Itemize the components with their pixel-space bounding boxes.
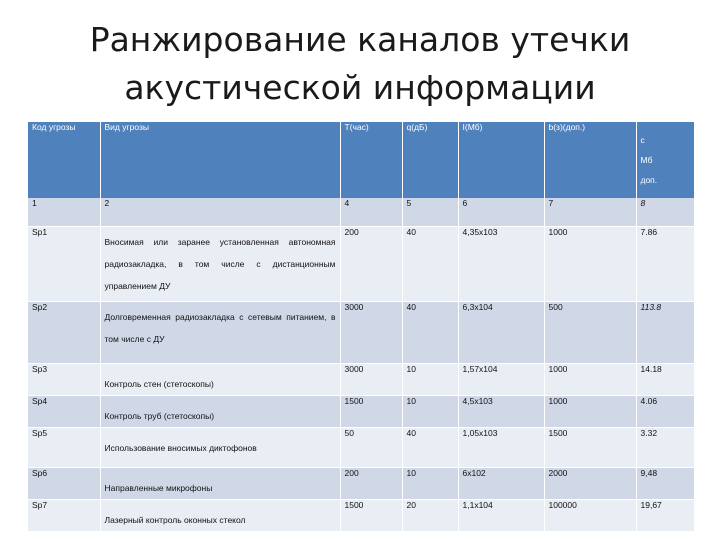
cell-i: 1,57х104 [458, 363, 544, 395]
slide-title [0, 16, 720, 112]
cell-t: 50 [340, 427, 402, 467]
cell-t: 200 [340, 226, 402, 301]
slide-title-line-1: Ранжирование каналов утечки [89, 20, 631, 59]
cell-type: Контроль труб (стетоскопы) [100, 395, 340, 427]
cell-code: Sр3 [28, 363, 100, 395]
cell-c: 19,67 [636, 499, 694, 531]
cell-b: 2000 [544, 467, 636, 499]
cell-c: 113.8 [636, 301, 694, 363]
cell-type: 2 [100, 198, 340, 226]
header-b: b(з)(доп.) [544, 122, 636, 198]
cell-code: Sр2 [28, 301, 100, 363]
cell-type: Долговременная радиозакладка с сетевым питанием, в том числе с ДУ [100, 301, 340, 363]
header-c-note: доп. [640, 175, 658, 185]
cell-t: 200 [340, 467, 402, 499]
cell-t: 3000 [340, 301, 402, 363]
table-row [28, 226, 694, 301]
cell-c: 14.18 [636, 363, 694, 395]
cell-b: 1000 [544, 395, 636, 427]
header-c-symbol: c [640, 135, 645, 145]
cell-c: 9,48 [636, 467, 694, 499]
cell-b: 1000 [544, 363, 636, 395]
cell-code: Sр7 [28, 499, 100, 531]
cell-type: Направленные микрофоны [100, 467, 340, 499]
table-row [28, 198, 694, 226]
table-row [28, 395, 694, 427]
table-row [28, 427, 694, 467]
cell-c: 8 [636, 198, 694, 226]
cell-q: 20 [402, 499, 458, 531]
cell-q: 40 [402, 301, 458, 363]
header-code: Код угрозы [28, 122, 100, 198]
cell-t: 4 [340, 198, 402, 226]
cell-code: Sр5 [28, 427, 100, 467]
cell-i: 6,3х104 [458, 301, 544, 363]
threat-ranking-table [28, 122, 695, 532]
cell-b: 500 [544, 301, 636, 363]
slide-title-line-2: акустической информации [124, 68, 596, 107]
table-header-row [28, 122, 694, 198]
cell-t: 1500 [340, 395, 402, 427]
cell-b: 7 [544, 198, 636, 226]
cell-i: 4,35х103 [458, 226, 544, 301]
cell-code: Sр6 [28, 467, 100, 499]
cell-q: 40 [402, 427, 458, 467]
cell-code: 1 [28, 198, 100, 226]
cell-q: 5 [402, 198, 458, 226]
cell-code: Sр1 [28, 226, 100, 301]
cell-c: 3.32 [636, 427, 694, 467]
cell-i: 1,05х103 [458, 427, 544, 467]
cell-i: 1,1х104 [458, 499, 544, 531]
cell-b: 1000 [544, 226, 636, 301]
table-row [28, 499, 694, 531]
table-row [28, 363, 694, 395]
table-row [28, 467, 694, 499]
cell-q: 40 [402, 226, 458, 301]
cell-b: 1500 [544, 427, 636, 467]
cell-type: Вносимая или заранее установленная автономная радиозакладка, в том числе с дистанционным управлением ДУ [100, 226, 340, 301]
cell-i: 6 [458, 198, 544, 226]
header-c [636, 122, 694, 198]
cell-i: 4,5х103 [458, 395, 544, 427]
header-c-unit: Мб [640, 155, 653, 165]
cell-q: 10 [402, 363, 458, 395]
cell-i: 6х102 [458, 467, 544, 499]
header-q: q(дБ) [402, 122, 458, 198]
cell-code: Sр4 [28, 395, 100, 427]
cell-type: Контроль стен (стетоскопы) [100, 363, 340, 395]
cell-type: Использование вносимых диктофонов [100, 427, 340, 467]
cell-q: 10 [402, 395, 458, 427]
header-type: Вид угрозы [100, 122, 340, 198]
cell-t: 1500 [340, 499, 402, 531]
cell-c: 7.86 [636, 226, 694, 301]
cell-c: 4.06 [636, 395, 694, 427]
cell-t: 3000 [340, 363, 402, 395]
cell-b: 100000 [544, 499, 636, 531]
table-row [28, 301, 694, 363]
header-i: I(Мб) [458, 122, 544, 198]
cell-q: 10 [402, 467, 458, 499]
header-t: T(час) [340, 122, 402, 198]
cell-type: Лазерный контроль оконных стекол [100, 499, 340, 531]
